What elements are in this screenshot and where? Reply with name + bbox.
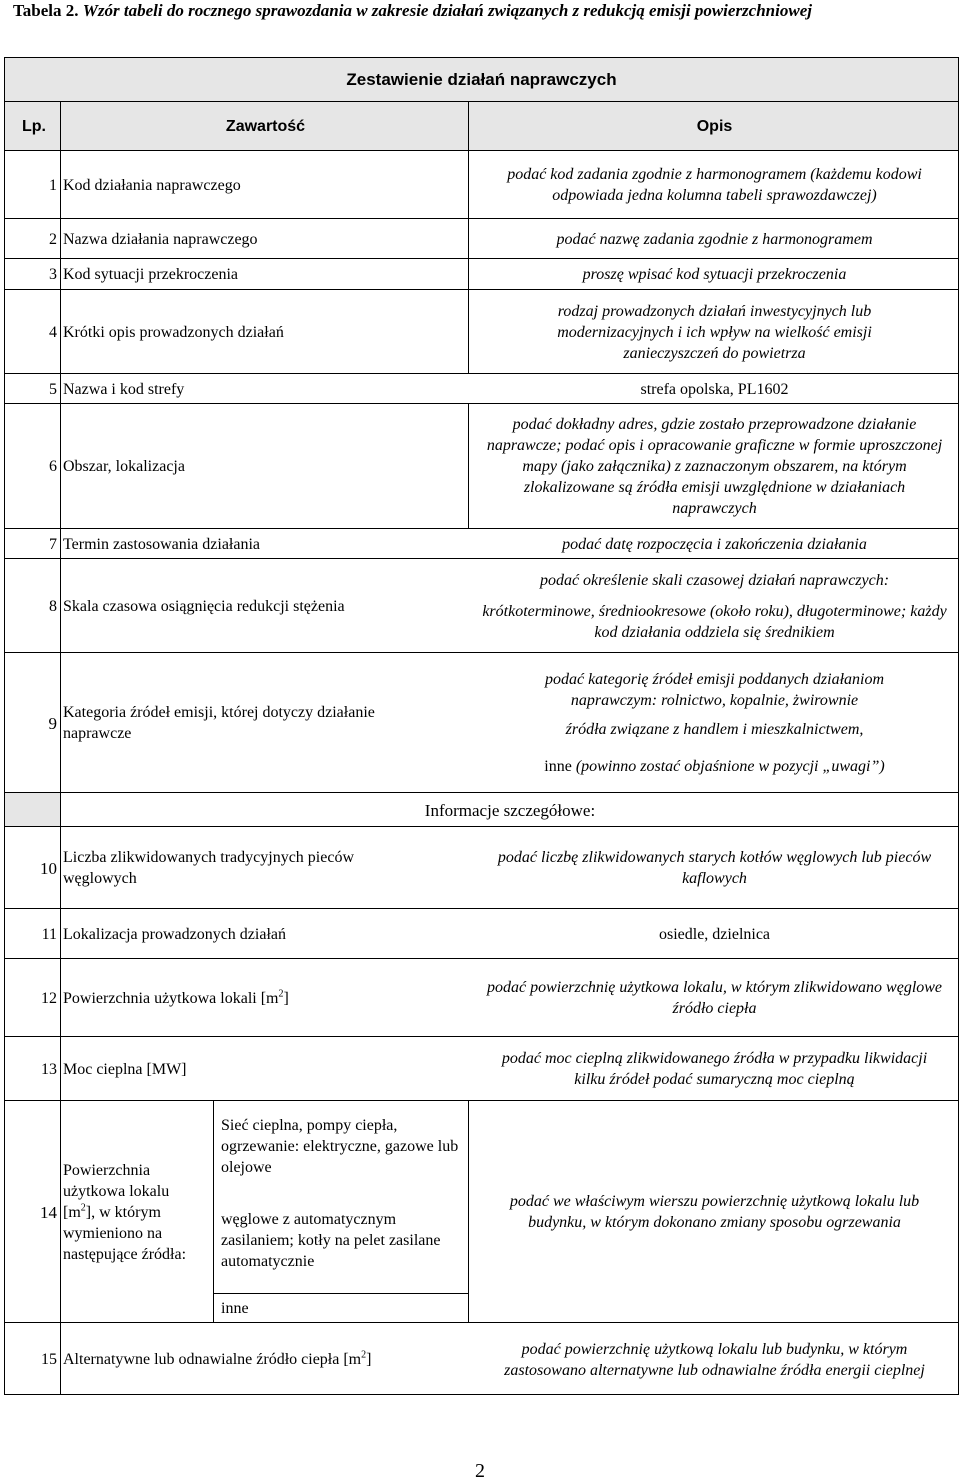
row-desc-line: podać określenie skali czasowej działań naprawczych: bbox=[539, 571, 890, 589]
header-row bbox=[5, 101, 958, 151]
row-desc bbox=[471, 559, 958, 653]
header-desc: Opis bbox=[696, 118, 733, 135]
superscript: 2 bbox=[278, 988, 284, 1000]
row-desc-line: źródła związane z handlem i mieszkalnictwem, bbox=[565, 721, 864, 738]
table-row bbox=[5, 908, 958, 959]
row-desc: podać nazwę zadania zgodnie z harmonogramem bbox=[556, 230, 873, 248]
table-row bbox=[5, 150, 958, 219]
table-row bbox=[5, 652, 958, 793]
table-row bbox=[5, 958, 958, 1037]
row-content bbox=[63, 1101, 208, 1323]
row-content: Skala czasowa osiągnięcia redukcji stężenia bbox=[63, 597, 345, 615]
table-row bbox=[5, 558, 958, 653]
divider bbox=[468, 290, 469, 374]
row-content: Nazwa i kod strefy bbox=[63, 380, 185, 398]
superscript: 2 bbox=[80, 1202, 86, 1214]
row-content: Krótki opis prowadzonych działań bbox=[63, 323, 284, 341]
divider bbox=[213, 1101, 214, 1323]
table-title-row bbox=[5, 57, 958, 101]
divider bbox=[468, 102, 469, 151]
row-content-text: Powierzchnia użytkowa lokali [m bbox=[63, 989, 279, 1007]
info-lp-cell bbox=[5, 793, 60, 827]
info-row bbox=[5, 792, 958, 827]
divider bbox=[468, 151, 469, 219]
row-content-text: Alternatywne lub odnawialne źródło ciepła [m bbox=[63, 1351, 362, 1368]
row-number: 15 bbox=[41, 1351, 57, 1368]
row-content-text: ] bbox=[366, 1351, 372, 1368]
row-number: 11 bbox=[41, 925, 57, 943]
lp-divider bbox=[60, 101, 61, 792]
table-row bbox=[5, 1322, 958, 1396]
row-content bbox=[63, 959, 468, 1037]
row-number: 9 bbox=[48, 713, 57, 733]
row-number: 12 bbox=[41, 989, 57, 1007]
row-content: Kod działania naprawczego bbox=[63, 176, 241, 194]
row-desc-line bbox=[544, 756, 884, 777]
caption-prefix: Tabela 2. bbox=[13, 1, 79, 20]
header-lp: Lp. bbox=[22, 118, 46, 135]
table-title: Zestawienie działań naprawczych bbox=[346, 69, 617, 89]
table-row bbox=[5, 218, 958, 259]
row-number: 5 bbox=[49, 380, 57, 398]
row-desc: osiedle, dzielnica bbox=[658, 925, 771, 943]
row-number: 7 bbox=[49, 535, 57, 553]
table-row bbox=[5, 373, 958, 404]
row-desc: podać kod zadania zgodnie z harmonogramem (każdemu kodowi odpowiada jedna kolumna tabeli sprawozdawczej) bbox=[507, 166, 922, 204]
table-row bbox=[5, 258, 958, 290]
inne-note: (powinno zostać objaśnione w pozycji „uwagi”) bbox=[575, 758, 885, 775]
caption-text: Wzór tabeli do rocznego sprawozdania w zakresie działań związanych z redukcją emisji powierzchniowej bbox=[82, 1, 812, 20]
lp-divider bbox=[60, 826, 61, 1395]
superscript: 2 bbox=[361, 1349, 367, 1361]
row-number: 6 bbox=[49, 458, 57, 475]
row-content: Kategoria źródeł emisji, której dotyczy działanie naprawcze bbox=[63, 704, 375, 742]
row-desc: proszę wpisać kod sytuacji przekroczenia bbox=[582, 266, 847, 283]
info-label: Informacje szczegółowe: bbox=[424, 800, 596, 820]
row-desc: podać datę rozpoczęcia i zakończenia działania bbox=[562, 535, 867, 553]
table-row bbox=[5, 528, 958, 559]
row-content bbox=[63, 1323, 483, 1396]
row-desc: podać we właściwym wierszu powierzchnię użytkową lokalu lub budynku, w którym dokonano zmiany sposobu ogrzewania bbox=[509, 1193, 920, 1231]
row-number: 2 bbox=[49, 230, 57, 248]
row-number: 10 bbox=[40, 858, 57, 878]
row-content-text: ], w którym wymieniono na następujące źródła: bbox=[63, 1203, 187, 1263]
table-row bbox=[5, 403, 958, 529]
divider bbox=[468, 1101, 469, 1323]
table-row bbox=[5, 289, 958, 374]
table-caption bbox=[13, 0, 948, 22]
row-content: Liczba zlikwidowanych tradycyjnych pieców węglowych bbox=[63, 849, 354, 887]
row-desc bbox=[471, 653, 958, 793]
row-content: Termin zastosowania działania bbox=[63, 535, 261, 553]
row-desc: podać powierzchnię użytkowa lokalu, w którym zlikwidowano węglowe źródło ciepła bbox=[486, 979, 943, 1017]
row-content: Kod sytuacji przekroczenia bbox=[63, 266, 239, 283]
sub-source-other: inne bbox=[221, 1300, 249, 1317]
row-desc-line: krótkoterminowe, średniookresowe (około roku), długoterminowe; każdy kod działania oddziela się średnikiem bbox=[482, 602, 947, 641]
row-number: 13 bbox=[41, 1060, 57, 1078]
row-content-text: ] bbox=[283, 989, 289, 1007]
row-number: 1 bbox=[49, 176, 57, 194]
row-number: 14 bbox=[40, 1202, 57, 1222]
page-number: 2 bbox=[475, 1460, 485, 1482]
row-content-text: Powierzchnia użytkowa lokalu [m bbox=[63, 1161, 170, 1221]
row-desc: strefa opolska, PL1602 bbox=[640, 380, 789, 398]
row-number: 4 bbox=[49, 323, 57, 341]
row-desc: podać moc cieplną zlikwidowanego źródła w przypadku likwidacji kilku źródeł podać sumaryczną moc cieplną bbox=[501, 1050, 928, 1088]
divider bbox=[60, 793, 61, 827]
row-content: Obszar, lokalizacja bbox=[63, 458, 185, 475]
row-number: 3 bbox=[49, 266, 57, 283]
inne-label: inne bbox=[544, 758, 572, 775]
table-row bbox=[5, 1100, 958, 1323]
header-content: Zawartość bbox=[225, 118, 306, 135]
row-desc-line: podać kategorię źródeł emisji poddanych działaniom naprawczym: rolnictwo, kopalnie, żwirownie bbox=[544, 671, 885, 709]
row-content: Nazwa działania naprawczego bbox=[63, 230, 258, 248]
table-row bbox=[5, 1036, 958, 1101]
row-desc: podać powierzchnię użytkową lokalu lub budynku, w którym zastosowano alternatywne lub odnawialne źródła energii cieplnej bbox=[504, 1340, 925, 1379]
row-desc: podać dokładny adres, gdzie zostało przeprowadzone działanie naprawcze; podać opis i opracowanie graficzne w formie uproszczonej mapy (jako załącznika) z zaznaczonym obszarem, na którym zlokalizowane są źródła emisji uwzględnione w działaniach naprawczych bbox=[486, 416, 943, 517]
row-desc: rodzaj prowadzonych działań inwestycyjnych lub modernizacyjnych i ich wpływ na wielkość emisji zanieczyszczeń do powietrza bbox=[557, 302, 872, 362]
divider bbox=[468, 219, 469, 259]
row-content: Moc cieplna [MW] bbox=[63, 1060, 187, 1078]
sub-source-coal: węglowe z automatycznym zasilaniem; kotły na pelet zasilane automatycznie bbox=[221, 1211, 441, 1270]
sub-source-heat: Sieć cieplna, pompy ciepła, ogrzewanie: elektryczne, gazowe lub olejowe bbox=[221, 1117, 459, 1176]
row-desc: podać liczbę zlikwidowanych starych kotłów węglowych lub pieców kaflowych bbox=[497, 849, 932, 887]
divider bbox=[468, 404, 469, 529]
row-number: 8 bbox=[49, 597, 57, 615]
table-row bbox=[5, 826, 958, 909]
row-content: Lokalizacja prowadzonych działań bbox=[63, 925, 286, 943]
divider bbox=[468, 259, 469, 290]
